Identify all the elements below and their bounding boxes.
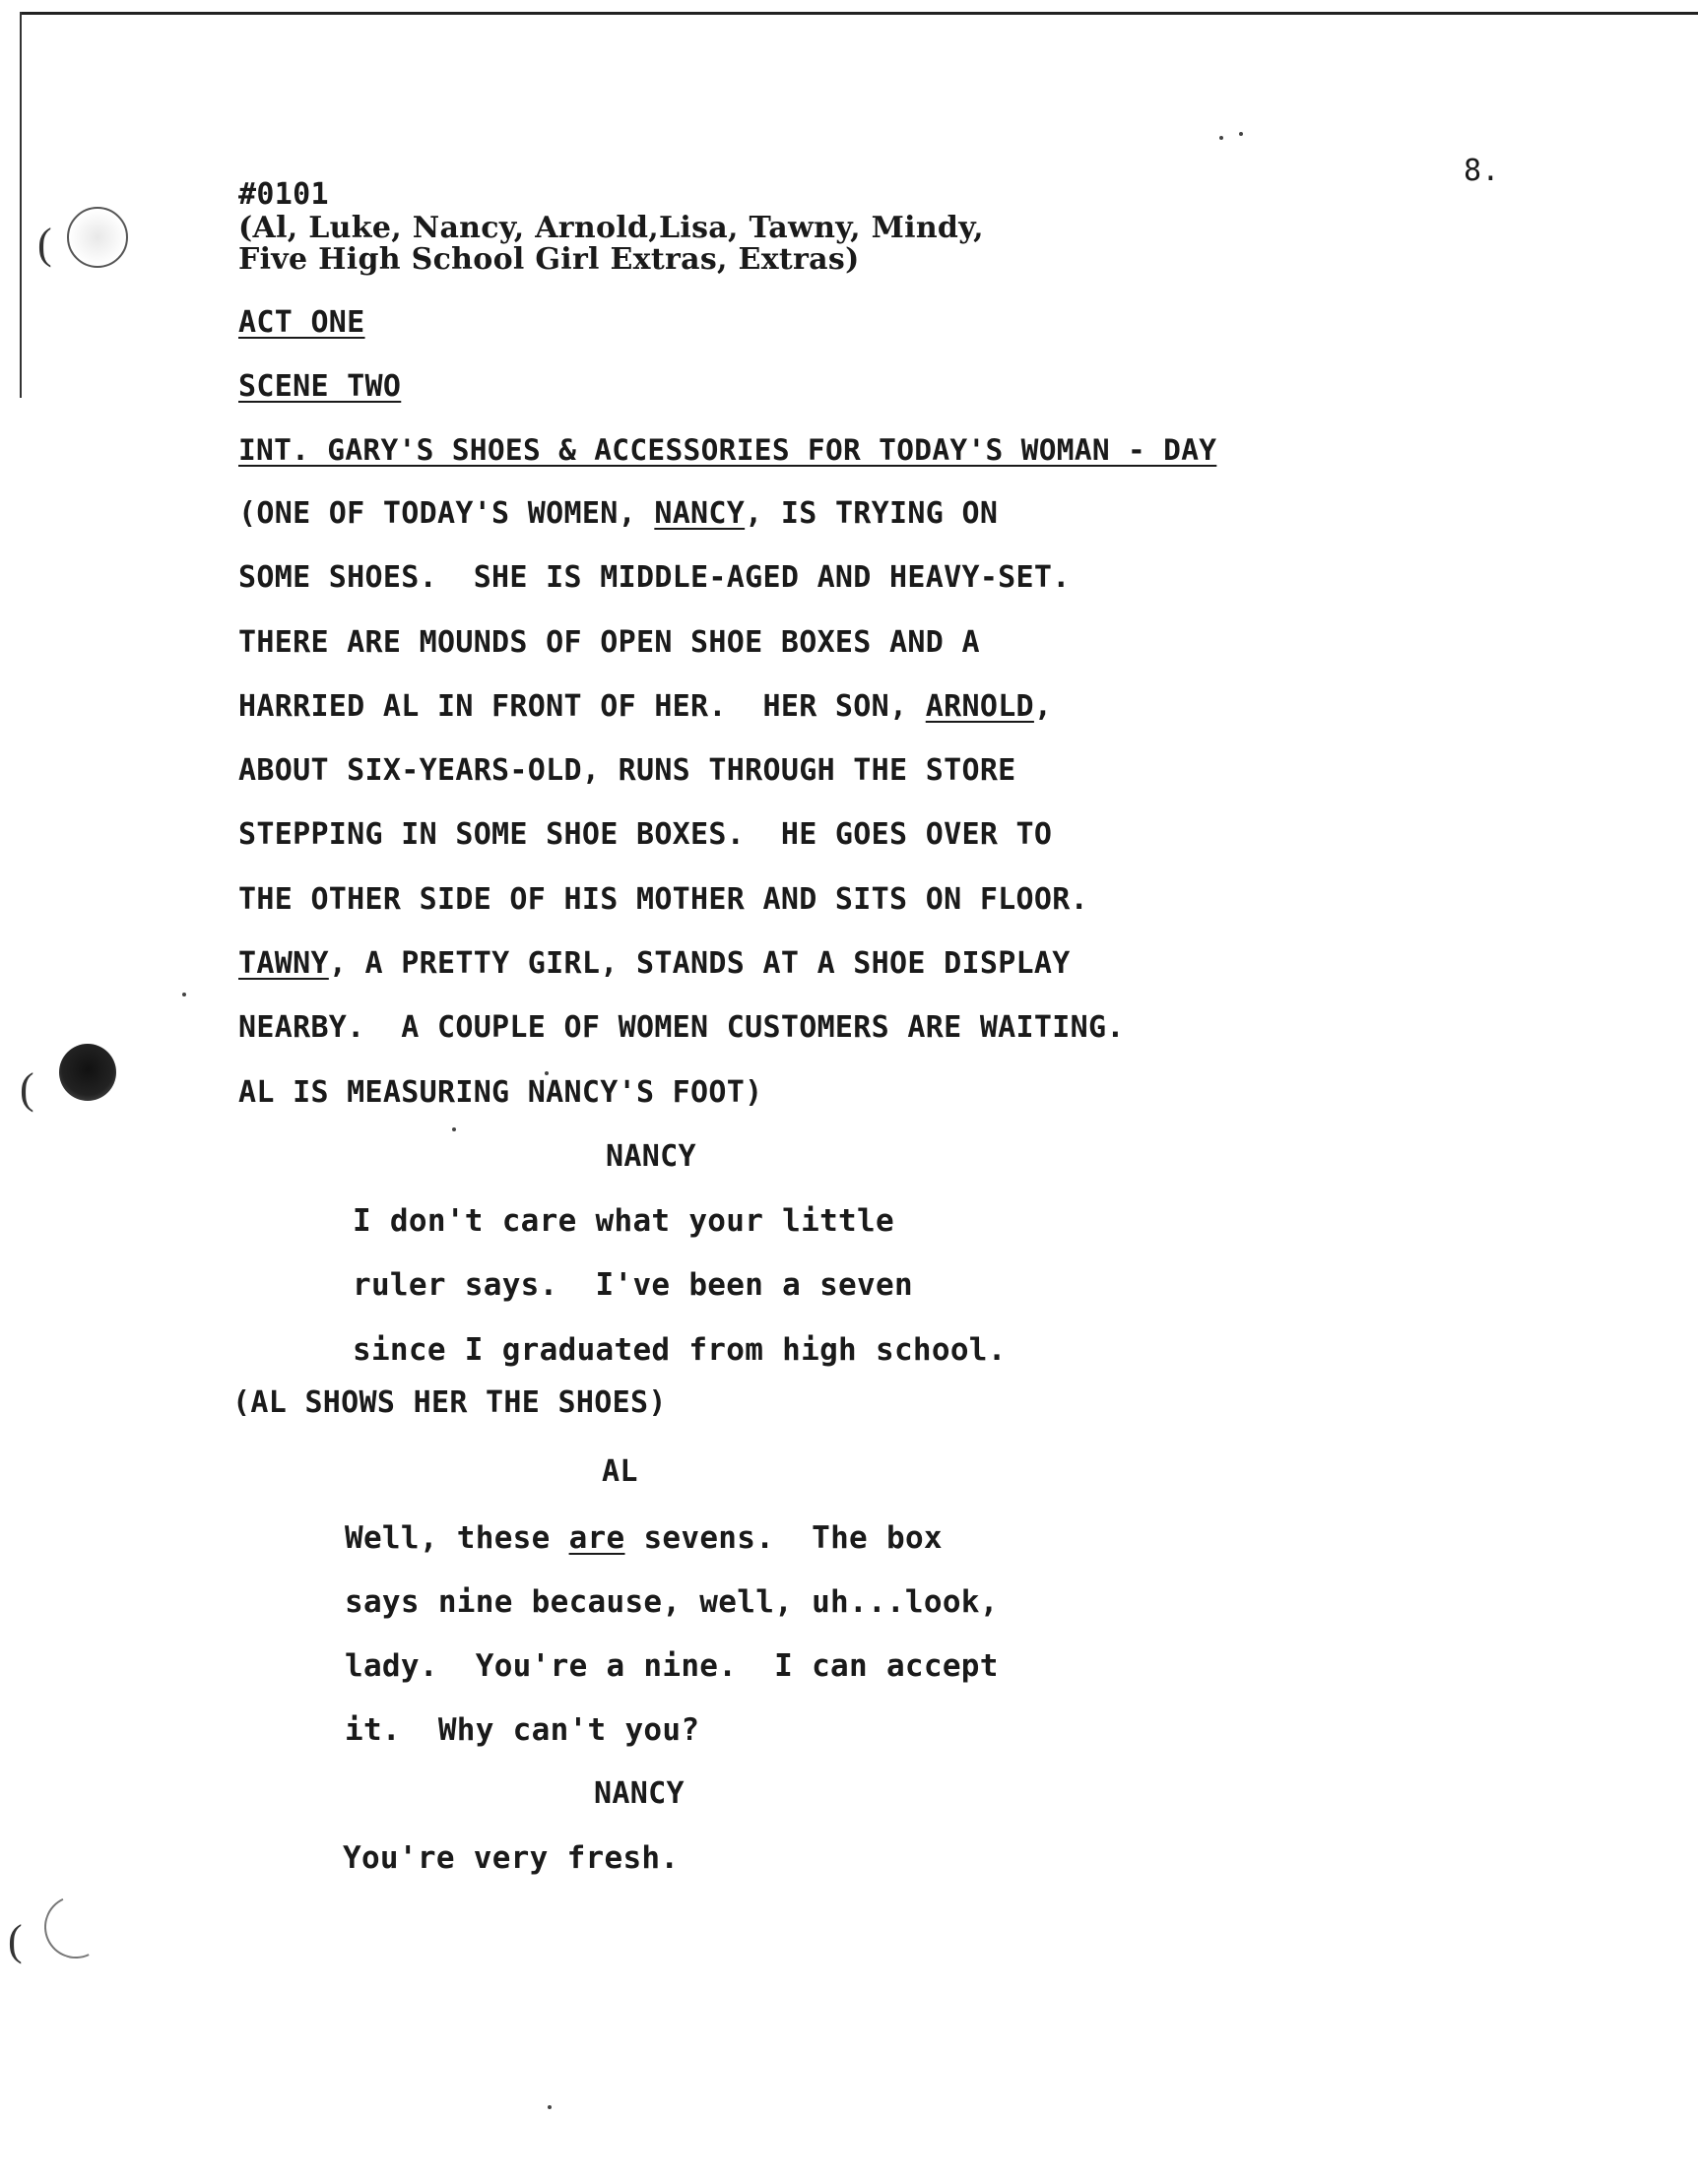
binder-hole-icon [67, 207, 128, 268]
page-number: 8. [1464, 154, 1500, 188]
binder-hole-icon [35, 1887, 116, 1967]
character-name: TAWNY [238, 946, 329, 981]
act-heading: ACT ONE [238, 305, 365, 340]
episode-number: #0101 [238, 177, 329, 212]
character-cue: NANCY [606, 1139, 696, 1174]
action-line: THE OTHER SIDE OF HIS MOTHER AND SITS ON FLOOR. [238, 882, 1088, 917]
action-line: THERE ARE MOUNDS OF OPEN SHOE BOXES AND A [238, 625, 980, 660]
scan-speck [452, 1127, 456, 1131]
action-line: HARRIED AL IN FRONT OF HER. HER SON, ARNOLD, [238, 689, 1053, 724]
dialogue-line: I don't care what your little [353, 1203, 894, 1239]
action-line: SOME SHOES. SHE IS MIDDLE-AGED AND HEAVY-SET. [238, 560, 1071, 595]
cast-list-line-1: (Al, Luke, Nancy, Arnold,Lisa, Tawny, Mindy, [238, 211, 984, 245]
character-cue: NANCY [594, 1776, 685, 1811]
stage-direction: (AL SHOWS HER THE SHOES) [232, 1385, 667, 1420]
character-name: ARNOLD [925, 689, 1034, 724]
action-line: TAWNY, A PRETTY GIRL, STANDS AT A SHOE DISPLAY [238, 946, 1071, 981]
action-line: NEARBY. A COUPLE OF WOMEN CUSTOMERS ARE WAITING. [238, 1010, 1125, 1045]
character-name: NANCY [654, 496, 746, 531]
dialogue-line: says nine because, well, uh...look, [345, 1584, 999, 1620]
scan-border-top [20, 12, 1698, 15]
scan-speck [1219, 136, 1223, 140]
dialogue-line: ruler says. I've been a seven [353, 1267, 913, 1303]
action-line: ABOUT SIX-YEARS-OLD, RUNS THROUGH THE STORE [238, 753, 1016, 788]
margin-mark: ( [37, 220, 52, 268]
action-line: STEPPING IN SOME SHOE BOXES. HE GOES OVER TO [238, 817, 1053, 852]
action-line: (ONE OF TODAY'S WOMEN, NANCY, IS TRYING ON [238, 496, 999, 531]
binder-hole-icon [59, 1044, 116, 1101]
margin-mark: ( [8, 1916, 23, 1964]
margin-mark: ( [20, 1064, 34, 1113]
dialogue-line: since I graduated from high school. [353, 1332, 1007, 1368]
dialogue-line: lady. You're a nine. I can accept [345, 1648, 999, 1684]
cast-list-line-2: Five High School Girl Extras, Extras) [238, 242, 860, 277]
dialogue-line: You're very fresh. [343, 1840, 680, 1876]
scan-speck [1239, 132, 1243, 136]
scan-border-left [20, 12, 22, 398]
scan-speck [548, 2105, 552, 2109]
emphasis: are [568, 1520, 625, 1556]
action-line: AL IS MEASURING NANCY'S FOOT) [238, 1075, 763, 1110]
scan-speck [182, 993, 186, 996]
slugline: INT. GARY'S SHOES & ACCESSORIES FOR TODAY'S WOMAN - DAY [238, 433, 1217, 467]
character-cue: AL [602, 1454, 638, 1489]
scene-heading: SCENE TWO [238, 369, 402, 404]
dialogue-line: Well, these are sevens. The box [345, 1520, 943, 1556]
dialogue-line: it. Why can't you? [345, 1712, 700, 1748]
